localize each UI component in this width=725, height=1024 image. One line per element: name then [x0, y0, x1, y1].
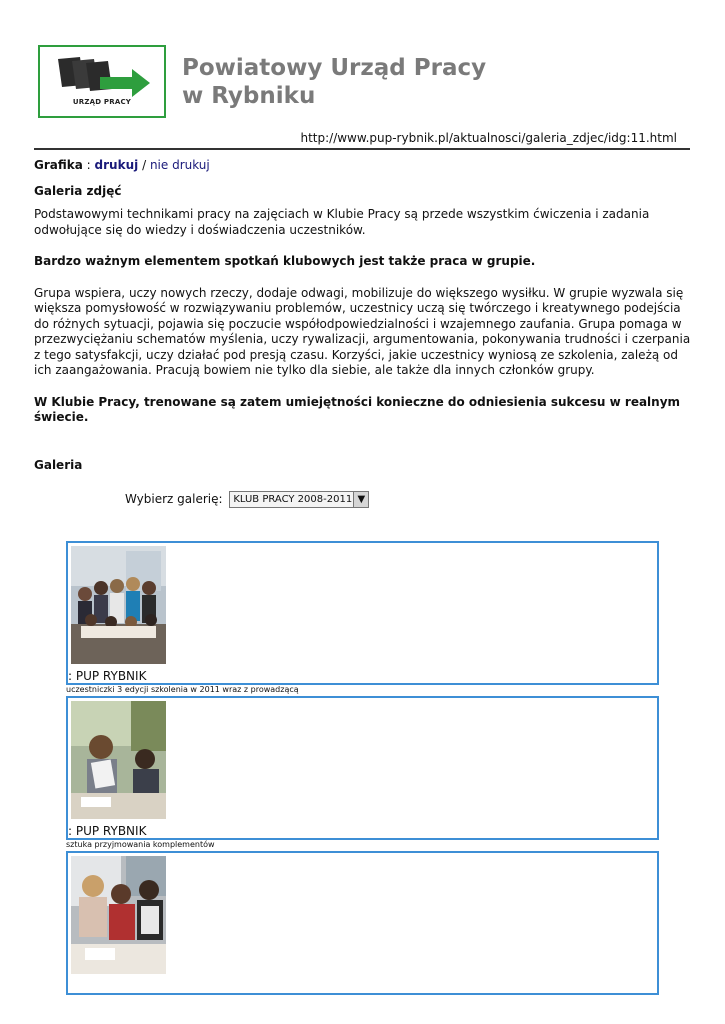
link-separator: /	[142, 158, 147, 172]
paragraph-intro: Podstawowymi technikami pracy na zajęciach w Klubie Pracy są przede wszystkim ćwiczenia i zadania odwołujące się do wiedzy i doświadczenia uczestników.	[34, 207, 650, 237]
gallery-select-label: Wybierz galerię:	[125, 492, 223, 506]
group-photo-image[interactable]	[71, 546, 166, 664]
logo	[38, 45, 166, 118]
site-title-line2: w Rybniku	[182, 83, 316, 109]
site-title-line1: Powiatowy Urząd Pracy	[182, 55, 487, 81]
print-label: Grafika	[34, 158, 83, 172]
print-link[interactable]: drukuj	[94, 158, 139, 172]
paragraph-summary: W Klubie Pracy, trenowane są zatem umiejętności konieczne do odniesienia sukcesu w realnym świecie.	[34, 394, 681, 424]
gallery-select[interactable]	[229, 491, 369, 508]
photo-caption: uczestniczki 3 edycji szkolenia w 2011 wraz z prowadzącą	[66, 685, 299, 694]
page-url: http://www.pup-rybnik.pl/aktualnosci/galeria_zdjec/idg:11.html	[300, 131, 677, 145]
discussion-photo-image[interactable]	[71, 856, 166, 974]
photo-source: : PUP RYBNIK	[68, 669, 147, 683]
print-options	[34, 158, 692, 174]
paragraph-emphasis: Bardzo ważnym elementem spotkań klubowych jest także praca w grupie.	[34, 254, 536, 268]
no-print-link[interactable]: nie drukuj	[149, 158, 210, 172]
gallery-heading: Galeria	[34, 457, 83, 472]
photo-caption: sztuka przyjmowania komplementów	[66, 840, 215, 849]
gallery-select-value: KLUB PRACY 2008-2011	[233, 494, 353, 505]
page-title: Galeria zdjęć	[34, 183, 122, 198]
paragraph-group: Grupa wspiera, uczy nowych rzeczy, dodaje odwagi, mobilizuje do większego wysiłku. W grupie wyzwala się większa pomysłowość w rozwiązywaniu problemów, uczestnicy uczą się twórczego i kreatywnego podejścia do różnych sytuacji, pojawia się poczucie współodpowiedzialności i wzajemnego zaufania. Grupa pomaga w przezwyciężaniu schematów myślenia, uczy rywalizacji, argumentowania, pokonywania trudności i czerpania z tego satysfakcji, uczy działać pod presją czasu. Korzyści, jakie uczestnicy wyniosą ze szkolenia, zależą od ich zaangażowania. Pracują bowiem nie tylko dla siebie, ale także dla innych członków grupy.	[34, 285, 691, 377]
photo-card	[66, 696, 659, 840]
header-divider	[34, 148, 690, 150]
workshop-photo-image[interactable]	[71, 701, 166, 819]
photo-card	[66, 541, 659, 685]
photo-source: : PUP RYBNIK	[68, 824, 147, 838]
photo-card	[66, 851, 659, 995]
chevron-down-icon[interactable]: ▼	[353, 492, 368, 507]
gallery-selector	[125, 491, 369, 508]
logo-caption: URZĄD PRACY	[72, 98, 132, 106]
site-title	[182, 54, 486, 110]
print-separator: :	[86, 158, 91, 172]
article	[34, 158, 692, 473]
